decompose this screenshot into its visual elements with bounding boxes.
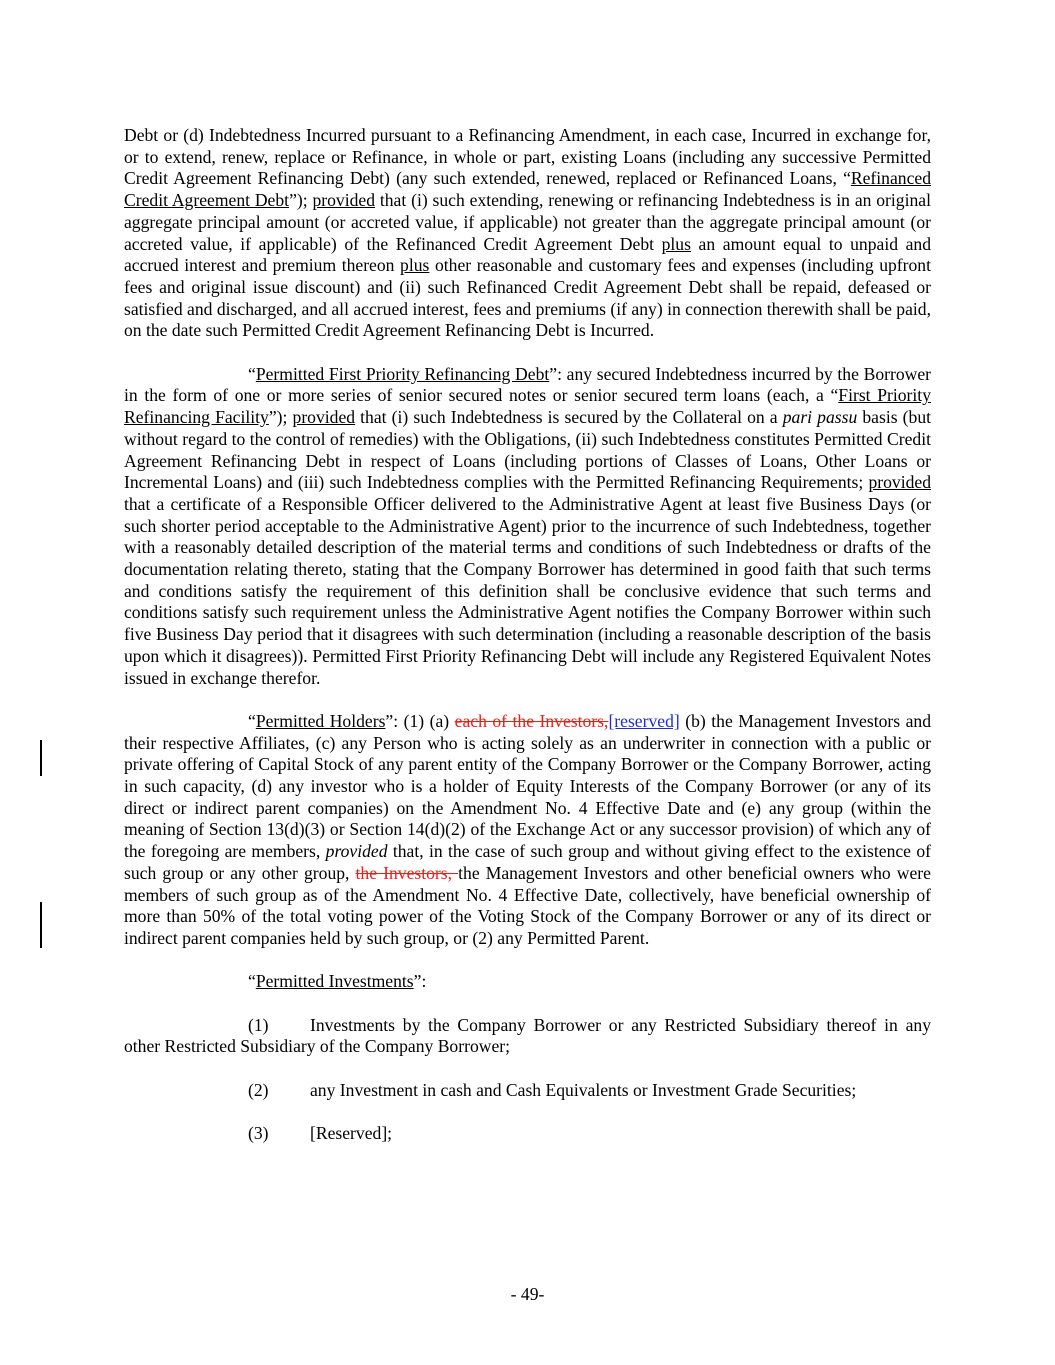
- plus-term: plus: [400, 255, 430, 276]
- list-item-number: (1): [248, 1014, 269, 1035]
- paragraph-refinanced-credit-agreement-debt: Debt or (d) Indebtedness Incurred pursuant to a Refinancing Amendment, in each case, Incurred in exchange for, or to extend, renew, replace or Refinance, in whole or part, existing Loans (including any successive Permitted Credit Agreement Refinancing Debt) (any such extended, renewed, replaced or Refinanced Loans, “Refinanced Credit Agreement Debt”); provided that (i) such extending, renewing or refinancing Indebtedness is in an original aggregate principal amount (or accreted value, if applicable) not greater than the aggregate principal amount (or accreted value, if applicable) of the Refinanced Credit Agreement Debt plus an amount equal to unpaid and accrued interest and premium thereon plus other reasonable and customary fees and expenses (including upfront fees and original issue discount) and (ii) such Refinanced Credit Agreement Debt shall be repaid, defeased or satisfied and discharged, and all accrued interest, fees and premiums (if any) in connection therewith shall be paid, on the date such Permitted Credit Agreement Refinancing Debt is Incurred.: [124, 125, 932, 341]
- defined-term: First Priority Refinancing Facility: [124, 385, 931, 428]
- plus-term: plus: [661, 233, 691, 254]
- list-item: [124, 1080, 931, 1102]
- list-item: [124, 1123, 931, 1145]
- deleted-text: each of the Investors,: [454, 710, 609, 731]
- definition-permitted-holders: “Permitted Holders”: (1) (a) each of the Investors,[reserved] (b) the Management Investors and their respective Affiliates, (c) any Person who is acting solely as an underwriter in connection with a public or private offering of Capital Stock of any parent entity of the Company Borrower or the Company Borrower, acting in such capacity, (d) any investor who is a holder of Equity Interests of the Company Borrower (or any of its direct or indirect parent companies) on the Amendment No. 4 Effective Date and (e) any group (within the meaning of Section 13(d)(3) or Section 14(d)(2) of the Exchange Act or any successor provision) of which any of the foregoing are members, provided that, in the case of such group and without giving effect to the existence of such group or any other group, the Investors, the Management Investors and other beneficial owners who were members of such group as of the Amendment No. 4 Effective Date, collectively, have beneficial ownership of more than 50% of the total voting power of the Voting Stock of the Company Borrower or any of its direct or indirect parent companies held by such group, or (2) any Permitted Parent.: [124, 710, 931, 948]
- list-item: [124, 1015, 931, 1058]
- proviso-term: provided: [292, 407, 356, 428]
- proviso-term: provided: [312, 190, 376, 211]
- latin-term: pari passu: [782, 407, 858, 428]
- list-item-number: (3): [248, 1123, 269, 1144]
- list-item-text: [Reserved];: [310, 1123, 393, 1144]
- deleted-text: the Investors,: [355, 862, 459, 883]
- list-item-text: Investments by the Company Borrower or any Restricted Subsidiary thereof in any other Restricted Subsidiary of the Company Borrower;: [124, 1014, 931, 1057]
- list-item-text: any Investment in cash and Cash Equivalents or Investment Grade Securities;: [310, 1079, 857, 1100]
- inserted-text: [reserved]: [608, 710, 680, 731]
- document-page: [124, 125, 931, 1145]
- definition-permitted-first-priority-refinancing-debt: “Permitted First Priority Refinancing Debt”: any secured Indebtedness incurred by the Borrower in the form of one or more series of senior secured notes or senior secured term loans (each, a “First Priority Refinancing Facility”); provided that (i) such Indebtedness is secured by the Collateral on a pari passu basis (but without regard to the control of remedies) with the Obligations, (ii) such Indebtedness constitutes Permitted Credit Agreement Refinancing Debt in respect of Loans (including portions of Classes of Loans, Other Loans or Incremental Loans) and (iii) such Indebtedness complies with the Permitted Refinancing Requirements; provided that a certificate of a Responsible Officer delivered to the Administrative Agent at least five Business Days (or such shorter period acceptable to the Administrative Agent) prior to the incurrence of such Indebtedness, together with a reasonably detailed description of the material terms and conditions of such Indebtedness or drafts of the documentation relating thereto, stating that the Company Borrower has determined in good faith that such terms and conditions satisfy the requirement of this definition shall be conclusive evidence that such terms and conditions satisfy such requirement unless the Administrative Agent notifies the Company Borrower within such five Business Day period that it disagrees with such determination (including a reasonable description of the basis upon which it disagrees)). Permitted First Priority Refinancing Debt will include any Registered Equivalent Notes issued in exchange therefor.: [124, 363, 932, 688]
- defined-term: Permitted Investments: [255, 971, 414, 992]
- page-number: - 49-: [510, 1284, 545, 1304]
- change-bar: [40, 902, 42, 948]
- list-item-number: (2): [248, 1079, 269, 1100]
- change-bar: [40, 740, 42, 776]
- definition-permitted-investments: “Permitted Investments”:: [248, 971, 427, 992]
- defined-term: Permitted Holders: [255, 710, 386, 731]
- proviso-term: provided: [868, 472, 931, 493]
- defined-term: Permitted First Priority Refinancing Debt: [255, 363, 550, 384]
- proviso-term: provided: [325, 841, 388, 862]
- defined-term: Refinanced Credit Agreement Debt: [124, 168, 931, 211]
